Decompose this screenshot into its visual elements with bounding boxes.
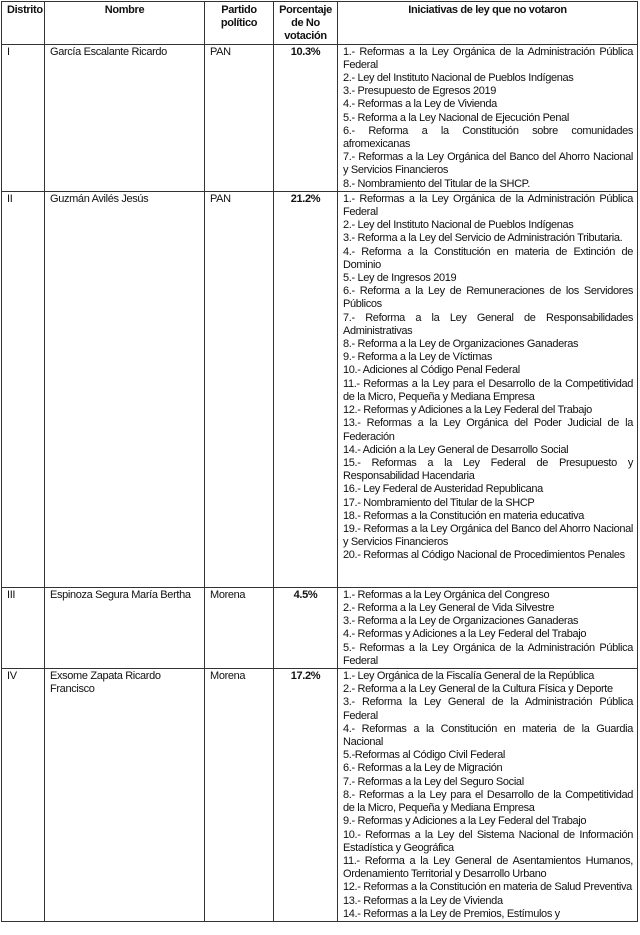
initiative-item: 17.- Nombramiento del Titular de la SHCP <box>343 496 535 509</box>
initiative-item: 6.- Reforma a la Constitución sobre comunidades afromexicanas <box>343 124 633 151</box>
initiative-item: 7.- Reformas a la Ley Orgánica del Banco del Ahorro Nacional y Servicios Financieros <box>343 151 633 177</box>
initiative-item: 2.- Ley del Instituto Nacional de Pueblos Indígenas <box>343 72 574 85</box>
initiative-item: 3.- Presupuesto de Egresos 2019 <box>343 85 497 98</box>
initiative-item: 9.- Reformas y Adiciones a la Ley Federal del Trabajo <box>343 815 587 828</box>
cell-porcentaje: 17.2% <box>274 669 338 922</box>
initiative-item: 5.- Ley de Ingresos 2019 <box>343 272 457 285</box>
cell-porcentaje: 4.5% <box>274 587 338 668</box>
initiative-item: 12.- Reformas a la Constitución en materia de Salud Preventiva <box>343 881 632 894</box>
initiative-item: 4.- Reformas a la Ley de Vivienda <box>343 98 497 111</box>
header-porcentaje: Porcentaje de No votación <box>274 2 338 45</box>
header-partido: Partido político <box>205 2 274 45</box>
cell-iniciativas <box>338 191 638 587</box>
cell-distrito: IV <box>2 669 45 922</box>
initiative-item: 6.- Reforma a la Ley de Remuneraciones de los Servidores Públicos <box>343 285 633 311</box>
cell-partido: Morena <box>205 587 274 668</box>
initiative-item: 13.- Reformas a la Ley Orgánica del Poder Judicial de la Federación <box>343 417 633 443</box>
initiative-item: 2.- Reforma a la Ley General de Vida Silvestre <box>343 602 555 615</box>
header-row <box>2 2 638 45</box>
cell-porcentaje: 10.3% <box>274 44 338 191</box>
cell-iniciativas <box>338 587 638 668</box>
initiative-item: 9.- Reforma a la Ley de Víctimas <box>343 351 492 364</box>
table-row <box>2 44 638 191</box>
initiative-item: 3.- Reforma a la Ley de Organizaciones Ganaderas <box>343 615 579 628</box>
initiative-item: 14.- Adición a la Ley General de Desarrollo Social <box>343 443 569 456</box>
initiative-item: 1.- Reformas a la Ley Orgánica de la Administración Pública Federal <box>343 45 633 71</box>
cell-porcentaje: 21.2% <box>274 191 338 587</box>
initiative-item: 13.- Reformas a la Ley de Vivienda <box>343 894 503 907</box>
initiative-item: 4.- Reformas y Adiciones a la Ley Federal del Trabajo <box>343 628 587 641</box>
initiative-item: 1.- Reformas a la Ley Orgánica del Congreso <box>343 588 550 601</box>
initiative-item: 4.- Reformas a la Constitución en materia de la Guardia Nacional <box>343 722 633 749</box>
cell-iniciativas <box>338 44 638 191</box>
initiative-item: 1.- Reformas a la Ley Orgánica de la Administración Pública Federal <box>343 192 633 219</box>
initiative-item: 8.- Nombramiento del Titular de la SHCP. <box>343 177 530 190</box>
cell-iniciativas <box>338 669 638 922</box>
initiative-item: 10.- Reformas a la Ley del Sistema Nacional de Información Estadística y Geográfica <box>343 828 633 854</box>
initiative-item: 3.- Reforma la Ley General de la Administración Pública Federal <box>343 696 633 722</box>
cell-partido: PAN <box>205 44 274 191</box>
initiative-item: 4.- Reforma a la Constitución en materia de Extinción de Dominio <box>343 245 633 271</box>
initiative-item: 7.- Reformas a la Ley del Seguro Social <box>343 775 524 788</box>
initiative-item: 5.-Reformas al Código Civil Federal <box>343 749 505 762</box>
initiative-item: 7.- Reforma a la Ley General de Responsabilidades Administrativas <box>343 311 633 337</box>
initiative-item: 14.- Reformas a la Ley de Premios, Estímulos y <box>343 907 560 920</box>
cell-distrito: II <box>2 191 45 587</box>
initiative-item: 11.- Reforma a la Ley General de Asentamientos Humanos, Ordenamiento Territorial y Desarrollo Urbano <box>343 854 633 881</box>
cell-nombre: Espinoza Segura María Bertha <box>45 587 205 668</box>
header-distrito: Distrito <box>2 2 45 45</box>
header-nombre: Nombre <box>45 2 205 45</box>
table-row <box>2 191 638 587</box>
initiative-item: 11.- Reformas a la Ley para el Desarrollo de la Competitividad de la Micro, Pequeña y Mediana Empresa <box>343 377 633 403</box>
table-row <box>2 669 638 922</box>
initiative-item: 5.- Reforma a la Ley Nacional de Ejecución Penal <box>343 111 569 124</box>
cell-distrito: III <box>2 587 45 668</box>
initiative-item: 19.- Reformas a la Ley Orgánica del Banco del Ahorro Nacional y Servicios Financieros <box>343 522 633 549</box>
initiative-item: 18.- Reformas a la Constitución en materia educativa <box>343 509 585 522</box>
initiative-item: 5.- Reformas a la Ley Orgánica de la Administración Pública Federal <box>343 641 633 667</box>
initiative-item: 12.- Reformas y Adiciones a la Ley Federal del Trabajo <box>343 404 592 417</box>
table-row <box>2 587 638 668</box>
initiative-item: 10.- Adiciones al Código Penal Federal <box>343 364 520 377</box>
initiative-item: 20.- Reformas al Código Nacional de Procedimientos Penales <box>343 549 625 562</box>
initiative-item: 15.- Reformas a la Ley Federal de Presupuesto y Responsabilidad Hacendaria <box>343 456 633 483</box>
cell-partido: Morena <box>205 669 274 922</box>
initiative-item: 8.- Reforma a la Ley de Organizaciones Ganaderas <box>343 338 579 351</box>
legislators-table <box>1 1 638 922</box>
cell-nombre: Exsome Zapata Ricardo Francisco <box>45 669 205 922</box>
initiative-item: 2.- Ley del Instituto Nacional de Pueblos Indígenas <box>343 219 574 232</box>
cell-nombre: Guzmán Avilés Jesús <box>45 191 205 587</box>
cell-partido: PAN <box>205 191 274 587</box>
initiative-item: 2.- Reforma a la Ley General de la Cultura Física y Deporte <box>343 683 613 696</box>
initiative-item: 16.- Ley Federal de Austeridad Republicana <box>343 483 543 496</box>
initiative-item: 8.- Reformas a la Ley para el Desarrollo de la Competitividad de la Micro, Pequeña y Mediana Empresa <box>343 788 633 815</box>
cell-distrito: I <box>2 44 45 191</box>
initiative-item: 1.- Ley Orgánica de la Fiscalía General de la República <box>343 670 595 683</box>
initiative-item: 6.- Reformas a la Ley de Migración <box>343 762 503 775</box>
cell-nombre: García Escalante Ricardo <box>45 44 205 191</box>
initiative-item: 3.- Reforma a la Ley del Servicio de Administración Tributaria. <box>343 232 623 245</box>
header-iniciativas: Iniciativas de ley que no votaron <box>338 2 638 45</box>
